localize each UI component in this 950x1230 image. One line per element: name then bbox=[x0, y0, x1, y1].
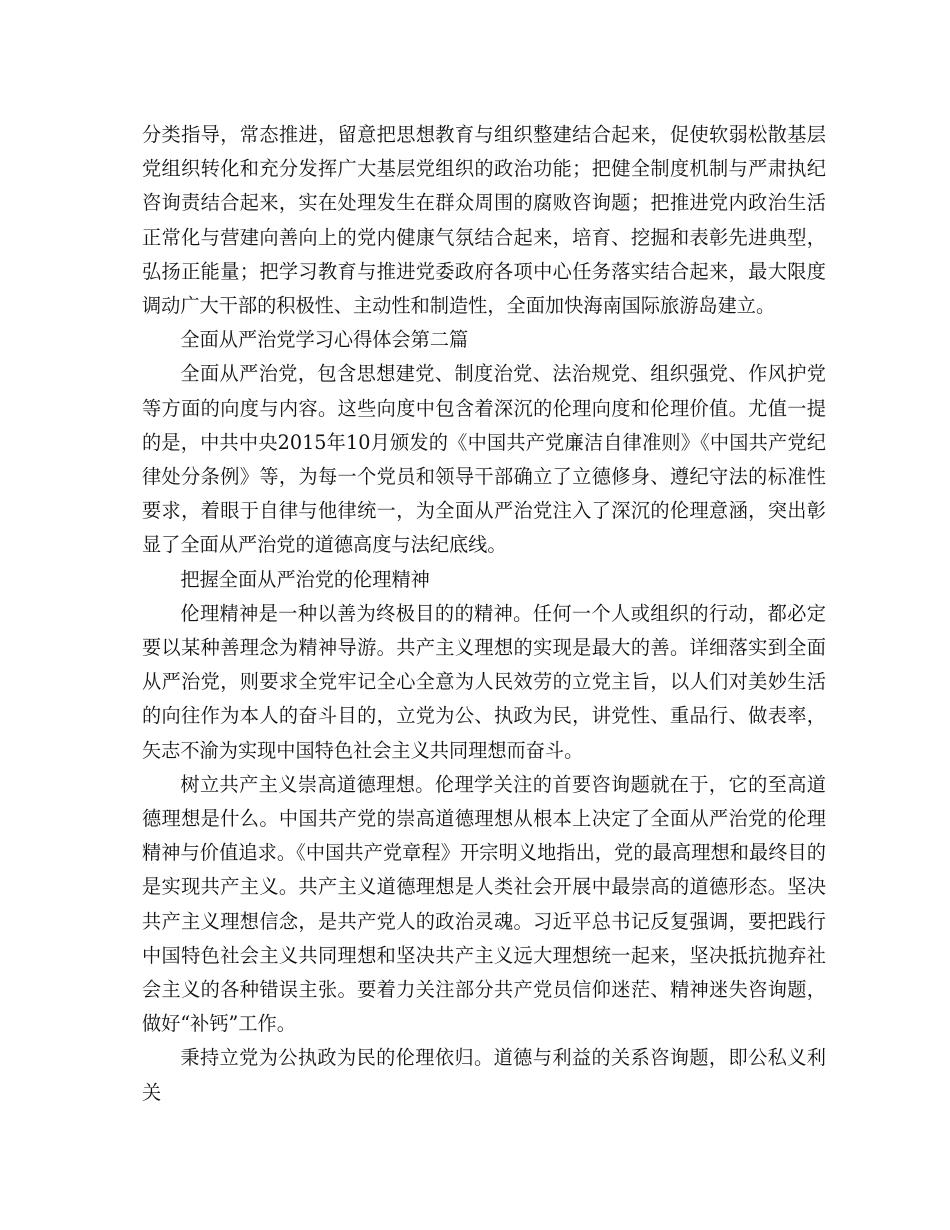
paragraph-ethical-spirit: 伦理精神是一种以善为终极目的的精神。任何一个人或组织的行动，都必定要以某种善理念为精神导游。共产主义理想的实现是最大的善。详细落实到全面从严治党，则要求全党牢记全心全意为人民效劳的立党主旨，以人们对美妙生活的向往作为本人的奋斗目的，立党为公、执政为民，讲党性、重品行、做表率，矢志不渝为实现中国特色社会主义共同理想而奋斗。 bbox=[142, 601, 826, 762]
paragraph-continuation: 分类指导，常态推进，留意把思想教育与组织整建结合起来，促使软弱松散基层党组织转化和充分发挥广大基层党组织的政治功能；把健全制度机制与严肃执纪咨询责结合起来，实在处理发生在群众周围的腐败咨询题；把推进党内政治生活正常化与营建向善向上的党内健康气氛结合起来，培育、挖掘和表彰先进典型，弘扬正能量；把学习教育与推进党委政府各项中心任务落实结合起来，最大限度调动广大干部的积极性、主动性和制造性，全面加快海南国际旅游岛建立。 bbox=[142, 123, 826, 318]
paragraph-communist-ideal: 树立共产主义崇高道德理想。伦理学关注的首要咨询题就在于，它的至高道德理想是什么。中国共产党的崇高道德理想从根本上决定了全面从严治党的伦理精神与价值追求。《中国共产党章程》开宗明义地指出，党的最高理想和最终目的是实现共产主义。共产主义道德理想是人类社会开展中最崇高的道德形态。坚决共产主义理想信念，是共产党人的政治灵魂。习近平总书记反复强调，要把践行中国特色社会主义共同理想和坚决共产主义远大理想统一起来，坚决抵抗抛弃社会主义的各种错误主张。要着力关注部分共产党员信仰迷茫、精神迷失咨询题，做好“补钙”工作。 bbox=[142, 772, 826, 1036]
paragraph-public-service: 秉持立党为公执政为民的伦理依归。道德与利益的关系咨询题，即公私义利关 bbox=[142, 1046, 826, 1104]
section-heading-second-article: 全面从严治党学习心得体会第二篇 bbox=[180, 328, 469, 352]
document-page bbox=[142, 118, 826, 1110]
section-heading-ethical-spirit: 把握全面从严治党的伦理精神 bbox=[180, 567, 430, 591]
paragraph-intro: 全面从严治党，包含思想建党、制度治党、法治规党、组织强党、作风护党等方面的向度与内容。这些向度中包含着深沉的伦理向度和伦理价值。尤值一提的是，中共中央2015年10月颁发的《中国共产党廉洁自律准则》《中国共产党纪律处分条例》等，为每一个党员和领导干部确立了立德修身、遵纪守法的标准性要求，着眼于自律与他律统一，为全面从严治党注入了深沉的伦理意涵，突出彰显了全面从严治党的道德高度与法纪底线。 bbox=[142, 362, 826, 557]
